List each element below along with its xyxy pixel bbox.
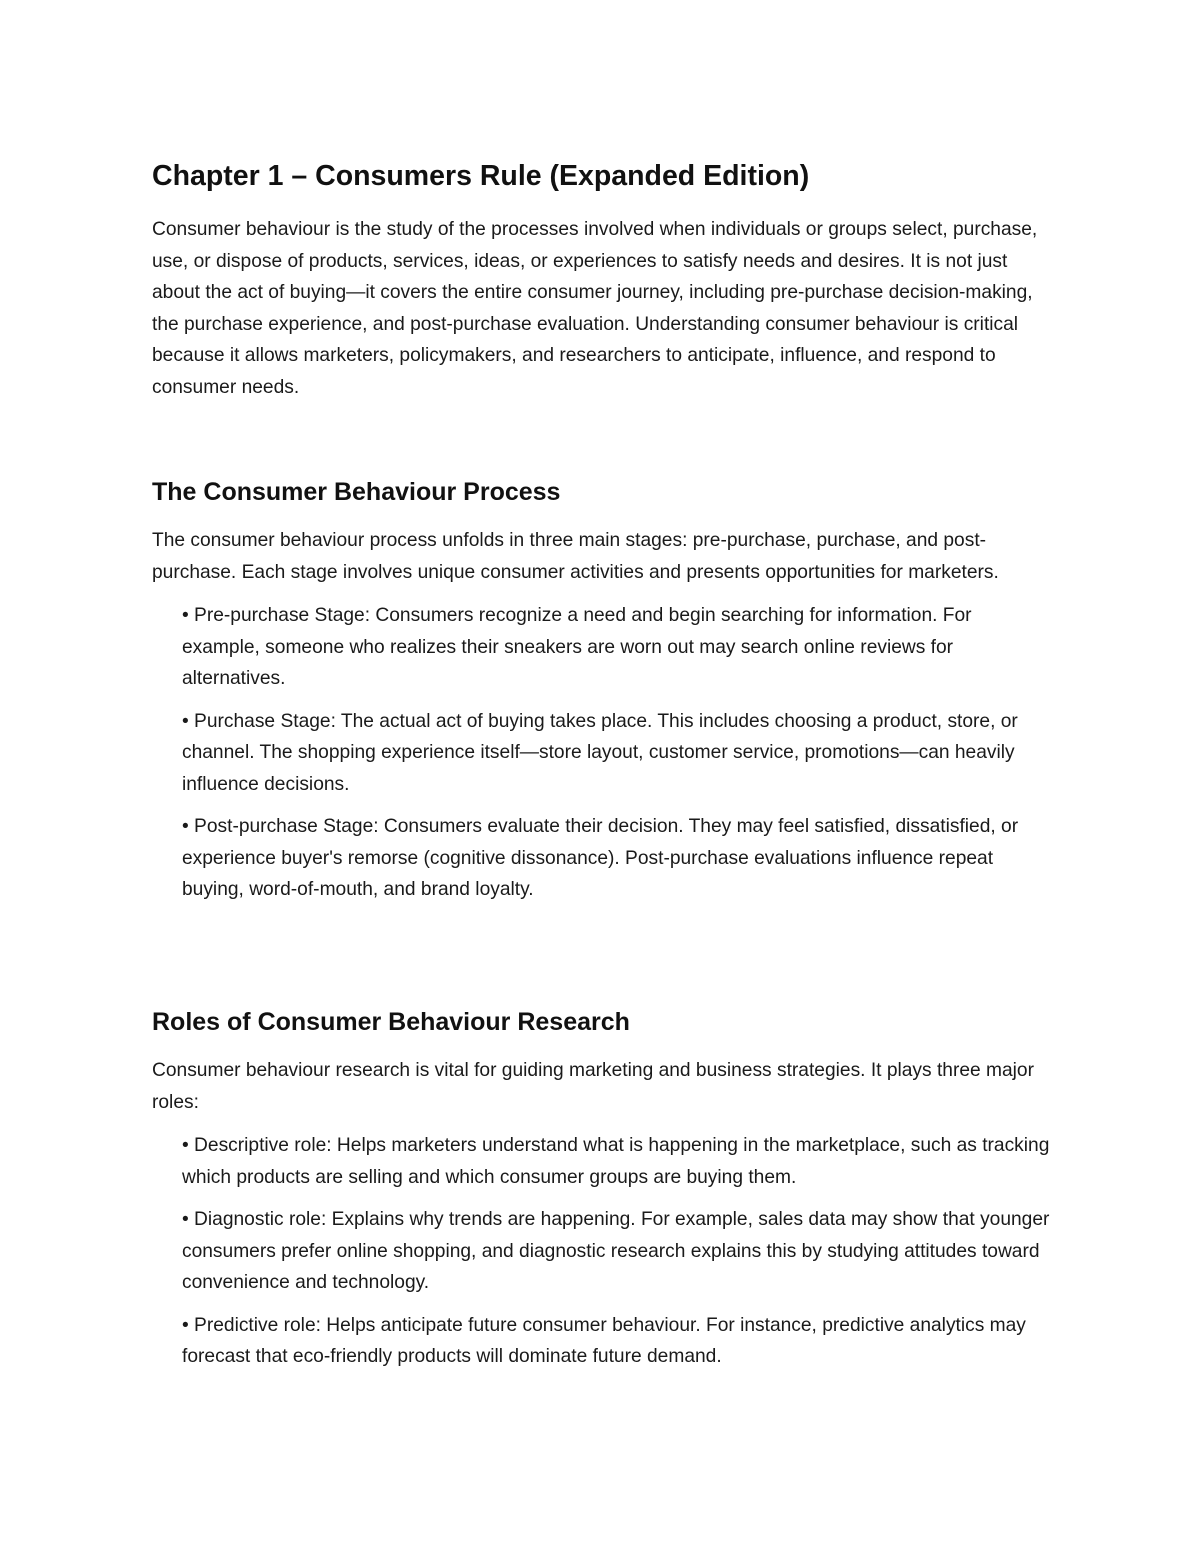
roles-list	[152, 1130, 1052, 1373]
list-item-predictive: • Predictive role: Helps anticipate future consumer behaviour. For instance, predictive analytics may forecast that eco-friendly products will dominate future demand.	[182, 1314, 1026, 1367]
list-item-post-purchase: • Post-purchase Stage: Consumers evaluate their decision. They may feel satisfied, dissatisfied, or experience buyer's remorse (cognitive dissonance). Post-purchase evaluations influence repeat buying, word-of-mouth, and brand loyalty.	[182, 816, 1019, 900]
section-consumer-behaviour-process	[152, 476, 1052, 906]
section-paragraph: Consumer behaviour research is vital for guiding marketing and business strategies. It plays three major roles:	[152, 1060, 1034, 1113]
section-heading: The Consumer Behaviour Process	[152, 478, 561, 506]
list-item-pre-purchase: • Pre-purchase Stage: Consumers recognize a need and begin searching for information. For example, someone who realizes their sneakers are worn out may search online reviews for alternatives.	[182, 605, 972, 689]
document-page	[152, 158, 1052, 1367]
section-research-roles	[152, 1006, 1052, 1373]
list-item-descriptive: • Descriptive role: Helps marketers understand what is happening in the marketplace, such as tracking which products are selling and which consumer groups are buying them.	[182, 1135, 1050, 1188]
chapter-title: Chapter 1 – Consumers Rule (Expanded Edition)	[152, 160, 810, 192]
list-item-purchase: • Purchase Stage: The actual act of buying takes place. This includes choosing a product, store, or channel. The shopping experience itself—store layout, customer service, promotions—can heavily influence decisions.	[182, 710, 1018, 795]
stage-list	[152, 600, 1052, 906]
section-heading: Roles of Consumer Behaviour Research	[152, 1008, 630, 1036]
list-item-diagnostic: • Diagnostic role: Explains why trends are happening. For example, sales data may show that younger consumers prefer online shopping, and diagnostic research explains this by studying attitudes toward convenience and technology.	[182, 1209, 1050, 1293]
section-paragraph: The consumer behaviour process unfolds in three main stages: pre-purchase, purchase, and post-purchase. Each stage involves unique consumer activities and presents opportunities for marketers.	[152, 530, 999, 583]
intro-paragraph: Consumer behaviour is the study of the processes involved when individuals or groups select, purchase, use, or dispose of products, services, ideas, or experiences to satisfy needs and desires. It is not just about the act of buying—it covers the entire consumer journey, including pre-purchase decision-making, the purchase experience, and post-purchase evaluation. Understanding consumer behaviour is critical because it allows marketers, policymakers, and researchers to anticipate, influence, and respond to consumer needs.	[152, 219, 1038, 398]
